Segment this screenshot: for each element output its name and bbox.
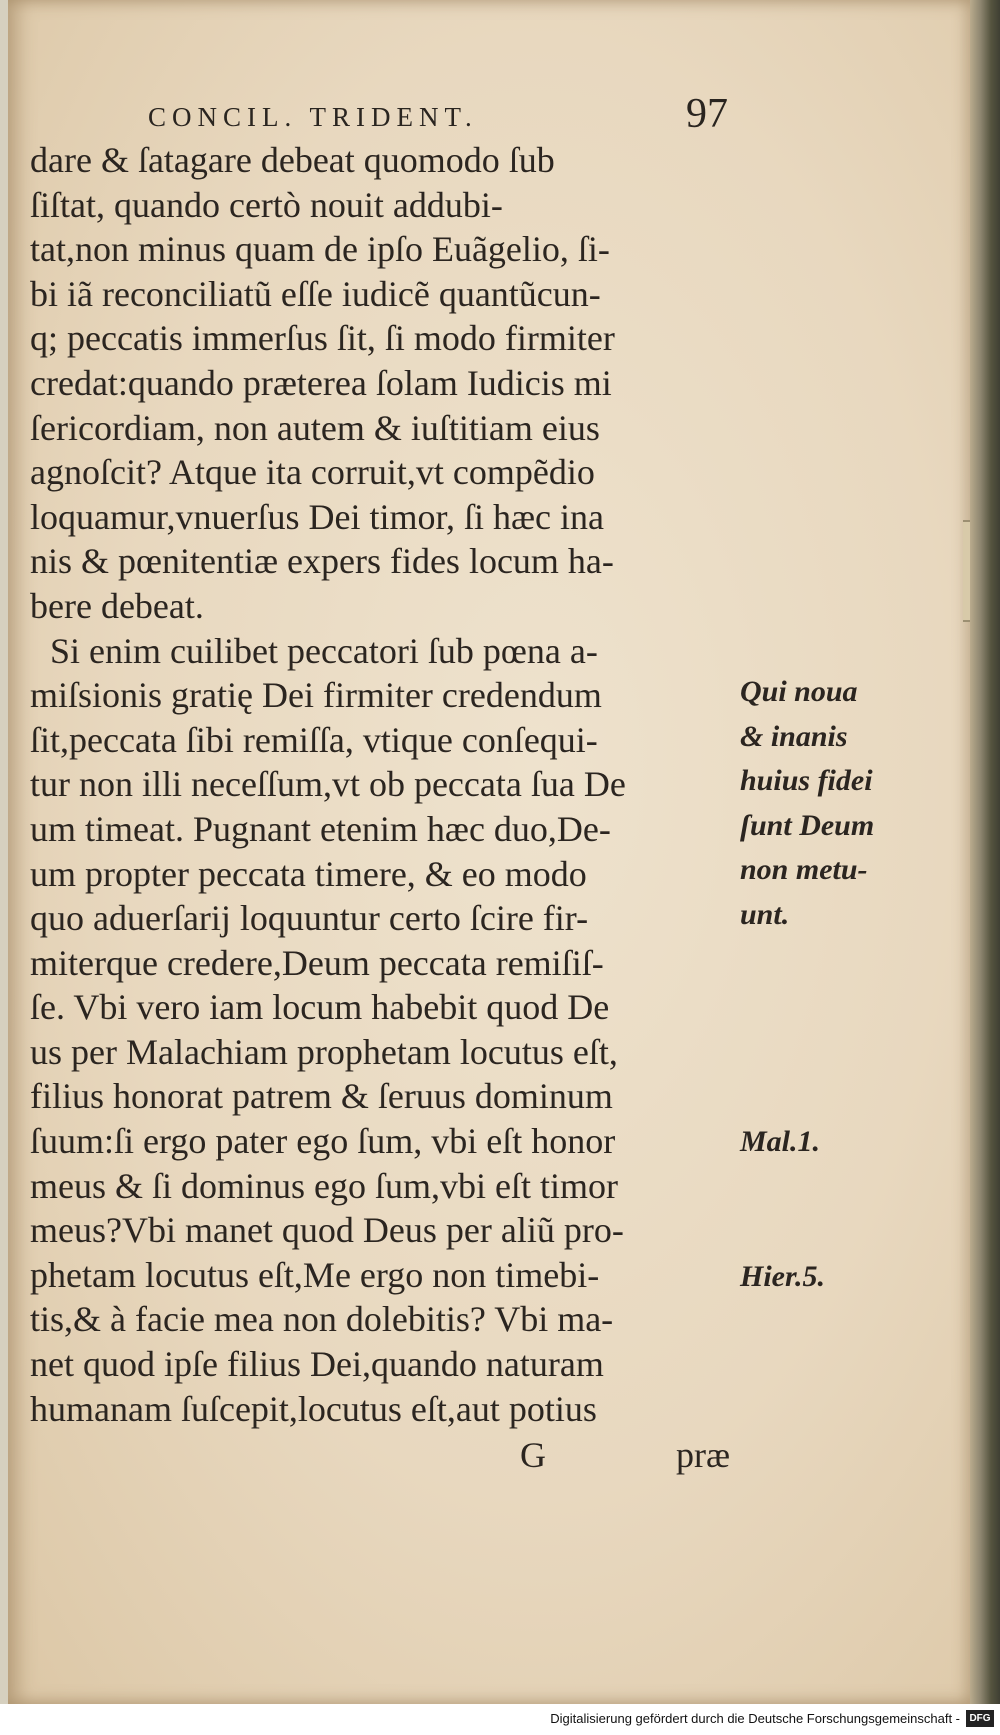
text-line: tis,& à facie mea non dolebitis? Vbi ma- bbox=[30, 1299, 614, 1340]
text-line: tat,non minus quam de ipſo Euãgelio, ſi- bbox=[30, 229, 610, 270]
page-number: 97 bbox=[686, 91, 728, 137]
page-header bbox=[148, 91, 728, 142]
running-title: CONCIL. TRIDENT. bbox=[148, 102, 478, 132]
text-line: filius honorat patrem & ſeruus dominum bbox=[30, 1076, 613, 1117]
text-line: ſuum:ſi ergo pater ego ſum, vbi eſt honor bbox=[30, 1121, 616, 1162]
text-line: humanam ſuſcepit,locutus eſt,aut potius bbox=[30, 1388, 597, 1429]
text-line: ſe. Vbi vero iam locum habebit quod De bbox=[30, 987, 610, 1028]
body-text bbox=[30, 138, 730, 1431]
text-line: us per Malachiam prophetam locutus eſt, bbox=[30, 1031, 618, 1072]
text-line: loquamur,vnuerſus Dei timor, ſi hæc ina bbox=[30, 496, 605, 537]
text-line: tur non illi neceſſum,vt ob peccata ſua De bbox=[30, 764, 626, 805]
text-line: ſericordiam, non autem & iuſtitiam eius bbox=[30, 407, 600, 448]
margin-note-line: Mal.1. bbox=[740, 1125, 821, 1158]
margin-note-line: & inanis bbox=[740, 719, 848, 753]
text-line: meus & ſi dominus ego ſum,vbi eſt timor bbox=[30, 1165, 618, 1206]
dfg-logo: DFG bbox=[966, 1710, 994, 1727]
text-line: ſit,peccata ſibi remiſſa, vtique conſequi- bbox=[30, 719, 598, 760]
text-line: Si enim cuilibet peccatori ſub pœna a- bbox=[50, 630, 598, 671]
signature-line bbox=[30, 1434, 730, 1478]
margin-note-fides bbox=[740, 670, 940, 938]
margin-note-line: non metu- bbox=[740, 853, 868, 887]
text-line: credat:quando præterea ſolam Iudicis mi bbox=[30, 362, 612, 403]
text-line: miterque credere,Deum peccata remiſiſ- bbox=[30, 942, 604, 983]
text-line: bere debeat. bbox=[30, 585, 204, 626]
text-line: net quod ipſe filius Dei,quando naturam bbox=[30, 1344, 604, 1385]
margin-note-line: Qui noua bbox=[740, 675, 858, 708]
footer-bar bbox=[0, 1704, 1000, 1735]
footer-credit: Digitalisierung gefördert durch die Deutsche Forschungsgemeinschaft - bbox=[550, 1711, 960, 1726]
margin-note-line: unt. bbox=[740, 897, 790, 931]
text-line: q; peccatis immerſus ſit, ſi modo firmiter bbox=[30, 318, 615, 359]
text-line: nis & pœnitentiæ expers fides locum ha- bbox=[30, 541, 614, 582]
text-line: phetam locutus eſt,Me ergo non timebi- bbox=[30, 1254, 600, 1295]
text-line: miſsionis gratię Dei firmiter credendum bbox=[30, 675, 602, 716]
margin-note-line: Hier.5. bbox=[740, 1260, 826, 1293]
book-page bbox=[8, 0, 970, 1704]
text-line: bi iã reconciliatũ eſſe iudicẽ quantũcun- bbox=[30, 273, 601, 314]
text-line: quo aduerſarij loquuntur certo ſcire fir- bbox=[30, 898, 589, 939]
text-line: agnoſcit? Atque ita corruit,vt compẽdio bbox=[30, 452, 595, 493]
text-line: meus?Vbi manet quod Deus per aliũ pro- bbox=[30, 1210, 624, 1251]
text-line: ſiſtat, quando certò nouit addubi- bbox=[30, 184, 503, 225]
margin-note-malachi bbox=[740, 1120, 940, 1165]
margin-note-line: ſunt Deum bbox=[740, 808, 875, 842]
book-fore-edge bbox=[970, 0, 1000, 1704]
catchword: præ bbox=[676, 1435, 730, 1475]
text-line: um propter peccata timere, & eo modo bbox=[30, 853, 587, 894]
text-line: um timeat. Pugnant etenim hæc duo,De- bbox=[30, 808, 611, 849]
text-line: dare & ſatagare debeat quomodo ſub bbox=[30, 140, 555, 180]
margin-note-line: huius fidei bbox=[740, 764, 873, 798]
margin-note-jeremiah bbox=[740, 1255, 940, 1300]
signature-mark: G bbox=[520, 1435, 546, 1475]
